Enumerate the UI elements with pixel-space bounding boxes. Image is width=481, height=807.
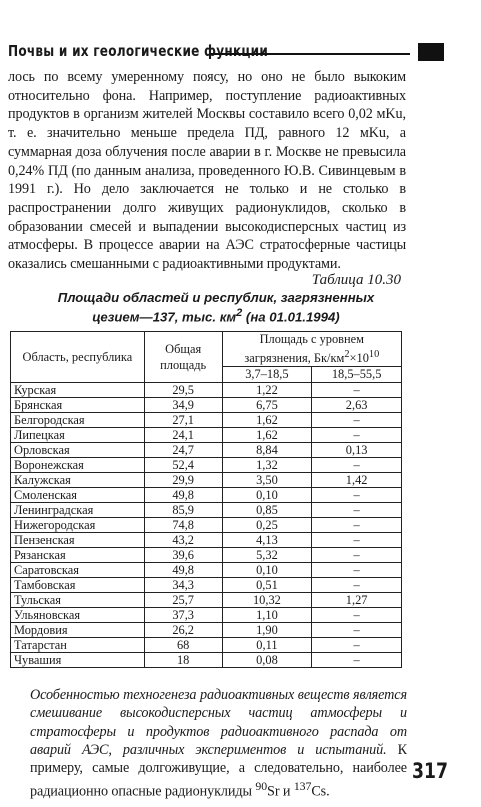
cell-range-1: 1,32 (222, 458, 312, 473)
table-row (11, 593, 402, 608)
cell-range-2: – (312, 488, 402, 503)
cell-range-2: 1,42 (312, 473, 402, 488)
cell-total: 49,8 (144, 563, 222, 578)
table-title-line1: Площади областей и республик, загрязненных (57, 290, 375, 305)
cell-range-2: – (312, 503, 402, 518)
cell-region: Татарстан (11, 638, 145, 653)
cell-range-2: – (312, 578, 402, 593)
outro-italic: Особенностью техногенеза радиоактивных веществ является смешивание высокодисперсных частиц атмосферы и стратосферы и продуктов радиоактивного распада от аварий АЭС, различных экспериментов и испытаний. (30, 687, 407, 758)
cell-region: Ленинградская (11, 503, 145, 518)
cell-total: 37,3 (144, 608, 222, 623)
running-header-title: Почвы и их геологические функции (8, 42, 269, 60)
cell-range-1: 3,50 (222, 473, 312, 488)
col-header-sup: 2 (344, 349, 350, 360)
cell-range-2: – (312, 638, 402, 653)
table-title-part: цезием—137, тыс. км (92, 308, 237, 324)
table-row (11, 548, 402, 563)
col-header-range-1: 3,7–18,5 (222, 367, 312, 383)
table-row (11, 383, 402, 398)
cell-range-2: – (312, 548, 402, 563)
cell-total: 29,9 (144, 473, 222, 488)
table-row (11, 443, 402, 458)
col-header-range-2: 18,5–55,5 (312, 367, 402, 383)
cell-total: 74,8 (144, 518, 222, 533)
cell-range-2: – (312, 458, 402, 473)
cell-range-2: – (312, 428, 402, 443)
cell-total: 24,1 (144, 428, 222, 443)
isotope-sr: Sr и (267, 784, 294, 801)
table-row (11, 518, 402, 533)
isotope-cs-mass: 137 (293, 779, 312, 794)
cell-total: 68 (144, 638, 222, 653)
intro-paragraph (8, 68, 406, 274)
cell-region: Курская (11, 383, 145, 398)
cell-total: 26,2 (144, 623, 222, 638)
cell-range-1: 0,85 (222, 503, 312, 518)
cell-range-2: 1,27 (312, 593, 402, 608)
cell-range-2: – (312, 653, 402, 668)
cell-region: Саратовская (11, 563, 145, 578)
cell-total: 25,7 (144, 593, 222, 608)
cell-total: 39,6 (144, 548, 222, 563)
table-row (11, 428, 402, 443)
cell-range-1: 0,08 (222, 653, 312, 668)
cell-region: Калужская (11, 473, 145, 488)
table-row (11, 608, 402, 623)
table-title-line2 (30, 306, 402, 325)
cell-range-1: 1,90 (222, 623, 312, 638)
table-row (11, 533, 402, 548)
cell-total: 34,9 (144, 398, 222, 413)
cell-range-2: – (312, 533, 402, 548)
cell-total: 43,2 (144, 533, 222, 548)
outro-paragraph (30, 686, 407, 802)
table-row (11, 503, 402, 518)
table-row (11, 563, 402, 578)
header-rule (211, 53, 410, 55)
cell-total: 49,8 (144, 488, 222, 503)
cell-range-1: 0,25 (222, 518, 312, 533)
cell-range-1: 0,10 (222, 563, 312, 578)
table-title-date: (на 01.01.1994) (242, 308, 340, 324)
table-label: Таблица 10.30 (311, 272, 401, 288)
cell-total: 18 (144, 653, 222, 668)
cell-range-1: 6,75 (222, 398, 312, 413)
table-title (30, 290, 402, 324)
isotope-sr-mass: 90 (255, 779, 268, 794)
isotope-cs: Cs. (311, 784, 330, 801)
cell-range-2: – (312, 518, 402, 533)
intro-text: лось по всему умеренному поясу, но оно не было выкоким относительно фона. Например, поступление радиоактивных продуктов в организм жителей Москвы составило всего 0,02 мKu, т. е. значительно меньше предела ПД, равного 12 мKu, а суммарная доза облучения после аварии в г. Москве не превысила 0,24% ПД (по данным анализа, проведенного Ю.В. Сивинцевым в 1991 г.). Но дело заключается не только и не столько в распространении долго живущих радионуклидов, сколько в образовании смесей и выпадении высокодисперсных частиц из атмосферы. В процессе аварии на АЭС стратосферные частицы оказались смешанными с радиоактивными продуктами. (8, 69, 406, 273)
cell-range-1: 10,32 (222, 593, 312, 608)
cell-total: 85,9 (144, 503, 222, 518)
table-row (11, 638, 402, 653)
cell-total: 29,5 (144, 383, 222, 398)
cell-region: Липецкая (11, 428, 145, 443)
cell-region: Нижегородская (11, 518, 145, 533)
cell-region: Рязанская (11, 548, 145, 563)
table-row (11, 653, 402, 668)
col-header-contamination (222, 332, 401, 367)
cell-region: Брянская (11, 398, 145, 413)
table-row (11, 458, 402, 473)
cell-region: Чувашия (11, 653, 145, 668)
cell-region: Воронежская (11, 458, 145, 473)
cell-region: Орловская (11, 443, 145, 458)
col-header-sup: 10 (368, 349, 380, 360)
cell-range-2: 2,63 (312, 398, 402, 413)
outro-text (30, 686, 407, 802)
cell-total: 34,3 (144, 578, 222, 593)
col-header-total: Общая площадь (144, 332, 222, 383)
table-body (11, 383, 402, 668)
cell-range-2: – (312, 413, 402, 428)
cell-range-1: 1,10 (222, 608, 312, 623)
col-header-mid: ×10 (349, 351, 369, 366)
table-row (11, 488, 402, 503)
cell-region: Смоленская (11, 488, 145, 503)
cell-region: Пензенская (11, 533, 145, 548)
cell-range-2: 0,13 (312, 443, 402, 458)
cell-total: 52,4 (144, 458, 222, 473)
running-header (8, 42, 478, 62)
cell-range-1: 0,10 (222, 488, 312, 503)
cell-range-1: 5,32 (222, 548, 312, 563)
cell-region: Тамбовская (11, 578, 145, 593)
cell-region: Белгородская (11, 413, 145, 428)
col-header-region: Область, республика (11, 332, 145, 383)
cell-total: 24,7 (144, 443, 222, 458)
cell-region: Ульяновская (11, 608, 145, 623)
cell-range-2: – (312, 608, 402, 623)
cell-range-1: 1,62 (222, 428, 312, 443)
cell-range-1: 8,84 (222, 443, 312, 458)
table-row (11, 473, 402, 488)
cell-range-1: 0,11 (222, 638, 312, 653)
col-header-contamination-text: Площадь с уровнем загрязнения, Бк/км (244, 332, 364, 366)
cell-total: 27,1 (144, 413, 222, 428)
table-row (11, 578, 402, 593)
table-row (11, 398, 402, 413)
outro-plain: К примеру, самые долгоживущие, а следовательно, наиболее радиационно опасные радионуклиды (30, 741, 408, 801)
cell-range-1: 4,13 (222, 533, 312, 548)
cell-range-2: – (312, 383, 402, 398)
cell-range-2: – (312, 623, 402, 638)
contamination-table (10, 331, 402, 668)
table-title-sup: 2 (236, 306, 243, 319)
table-row (11, 413, 402, 428)
table-row (11, 623, 402, 638)
cell-range-1: 1,22 (222, 383, 312, 398)
cell-region: Тульская (11, 593, 145, 608)
cell-region: Мордовия (11, 623, 145, 638)
cell-range-2: – (312, 563, 402, 578)
cell-range-1: 0,51 (222, 578, 312, 593)
header-block (418, 43, 444, 61)
page-number: 317 (412, 759, 448, 783)
cell-range-1: 1,62 (222, 413, 312, 428)
